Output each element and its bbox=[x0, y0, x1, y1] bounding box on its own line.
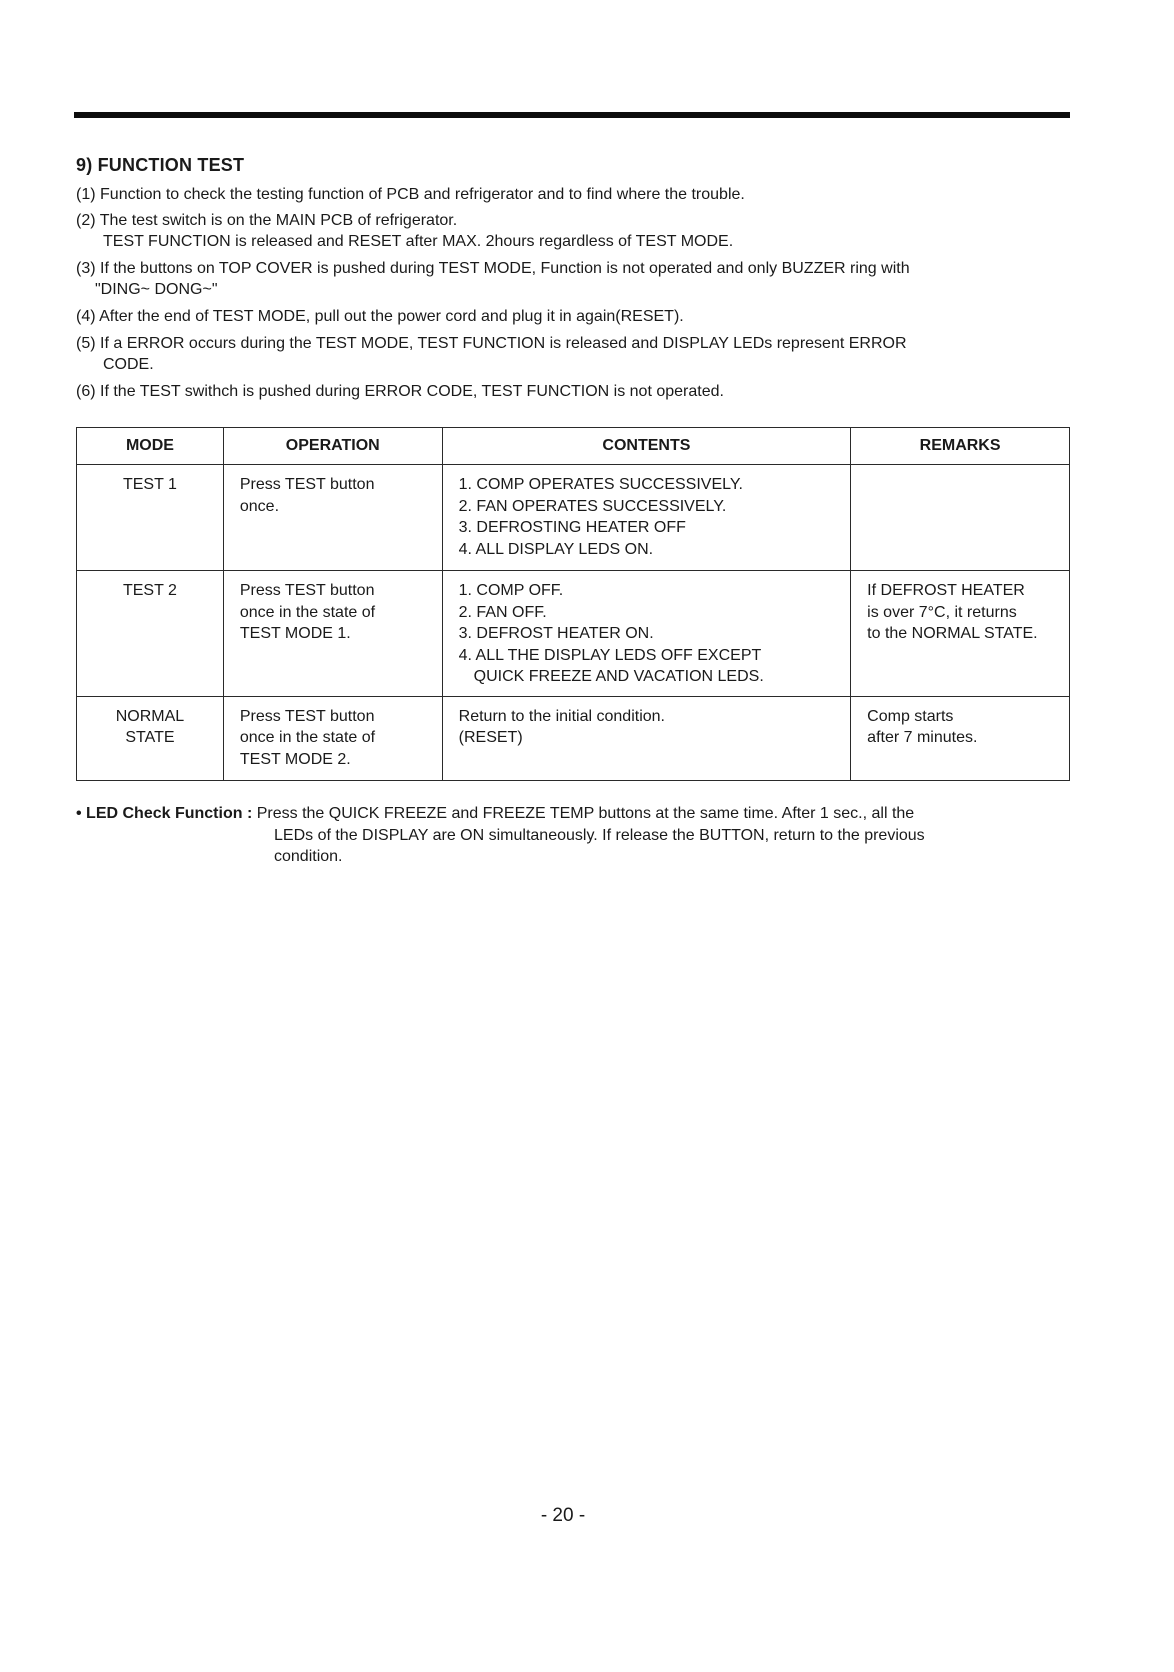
operation-line: Press TEST button bbox=[239, 582, 375, 599]
operation-line: once in the state of bbox=[239, 729, 376, 746]
header-operation: OPERATION bbox=[223, 428, 442, 465]
item-1 bbox=[76, 184, 1036, 205]
header-contents: CONTENTS bbox=[442, 428, 851, 465]
contents-line: (RESET) bbox=[458, 729, 523, 746]
item-text: Function to check the testing function of PCB and refrigerator and to find where the trouble. bbox=[100, 186, 745, 203]
item-text-continued: TEST FUNCTION is released and RESET after MAX. 2hours regardless of TEST MODE. bbox=[103, 233, 734, 250]
contents-line: Return to the initial condition. bbox=[458, 707, 665, 725]
operation-line: once in the state of bbox=[239, 603, 376, 621]
operation-line: TEST MODE 2. bbox=[239, 750, 351, 768]
remarks-line: to the NORMAL STATE. bbox=[867, 625, 1038, 642]
header-remarks: REMARKS bbox=[851, 428, 1070, 465]
contents-line: 2. FAN OFF. bbox=[458, 603, 547, 621]
cell-contents bbox=[442, 571, 851, 697]
item-5 bbox=[76, 333, 1036, 375]
cell-remarks bbox=[851, 571, 1070, 697]
cell-mode bbox=[77, 465, 224, 571]
operation-line: Press TEST button bbox=[239, 476, 375, 493]
item-number: (3) bbox=[76, 260, 96, 277]
table-header-row bbox=[77, 428, 1070, 465]
contents-line: 2. FAN OPERATES SUCCESSIVELY. bbox=[458, 497, 727, 515]
cell-operation bbox=[223, 696, 442, 780]
contents-line: 1. COMP OFF. bbox=[458, 582, 564, 599]
led-check-text-continued: condition. bbox=[274, 848, 343, 865]
mode-line: STATE bbox=[125, 729, 175, 746]
table-row-normal-state bbox=[77, 696, 1070, 780]
item-text: After the end of TEST MODE, pull out the power cord and plug it in again(RESET). bbox=[99, 308, 684, 325]
contents-line: 3. DEFROSTING HEATER OFF bbox=[458, 519, 686, 536]
cell-mode bbox=[77, 696, 224, 780]
item-number: (2) bbox=[76, 212, 96, 229]
remarks-line: is over 7°C, it returns bbox=[867, 603, 1017, 621]
top-rule bbox=[74, 112, 1070, 118]
item-3 bbox=[76, 258, 1036, 300]
table-row-test-2 bbox=[77, 571, 1070, 697]
led-check-label: • LED Check Function : bbox=[76, 805, 253, 822]
table-row-test-1 bbox=[77, 465, 1070, 571]
cell-contents bbox=[442, 696, 851, 780]
page-number: - 20 - bbox=[540, 1505, 586, 1526]
contents-line: 4. ALL THE DISPLAY LEDS OFF EXCEPT bbox=[458, 646, 762, 664]
item-text: If the TEST swithch is pushed during ERROR CODE, TEST FUNCTION is not operated. bbox=[100, 383, 724, 400]
mode-line: TEST 1 bbox=[122, 476, 177, 493]
item-2 bbox=[76, 210, 1036, 252]
function-test-table bbox=[76, 427, 1070, 781]
operation-line: Press TEST button bbox=[239, 707, 375, 725]
mode-line: NORMAL bbox=[115, 707, 185, 725]
remarks-line: after 7 minutes. bbox=[867, 729, 978, 746]
item-text: The test switch is on the MAIN PCB of refrigerator. bbox=[99, 212, 458, 229]
contents-line: QUICK FREEZE AND VACATION LEDS. bbox=[473, 668, 764, 685]
contents-line: 1. COMP OPERATES SUCCESSIVELY. bbox=[458, 476, 743, 493]
item-number: (4) bbox=[76, 308, 96, 325]
item-4 bbox=[76, 306, 1036, 327]
led-check-note bbox=[76, 803, 1036, 868]
item-number: (1) bbox=[76, 186, 96, 203]
remarks-line: Comp starts bbox=[867, 707, 954, 725]
cell-operation bbox=[223, 571, 442, 697]
operation-line: once. bbox=[239, 497, 280, 515]
item-number: (6) bbox=[76, 383, 96, 400]
contents-line: 4. ALL DISPLAY LEDS ON. bbox=[458, 540, 654, 558]
item-text-continued: CODE. bbox=[103, 356, 154, 373]
led-check-text-continued: LEDs of the DISPLAY are ON simultaneously. If release the BUTTON, return to the previous bbox=[274, 826, 925, 844]
cell-remarks bbox=[851, 465, 1070, 571]
operation-line: TEST MODE 1. bbox=[239, 625, 351, 642]
contents-line: 3. DEFROST HEATER ON. bbox=[458, 625, 654, 642]
mode-line: TEST 2 bbox=[122, 582, 177, 599]
item-text: If the buttons on TOP COVER is pushed during TEST MODE, Function is not operated and only BUZZER ring with bbox=[100, 260, 910, 277]
item-6 bbox=[76, 381, 1036, 402]
remarks-line: If DEFROST HEATER bbox=[867, 582, 1025, 599]
item-text-continued: "DING~ DONG~" bbox=[95, 281, 218, 298]
cell-remarks bbox=[851, 696, 1070, 780]
led-check-text: Press the QUICK FREEZE and FREEZE TEMP buttons at the same time. After 1 sec., all the bbox=[256, 805, 915, 822]
cell-mode bbox=[77, 571, 224, 697]
cell-contents bbox=[442, 465, 851, 571]
item-text: If a ERROR occurs during the TEST MODE, TEST FUNCTION is released and DISPLAY LEDs represent ERROR bbox=[100, 335, 907, 352]
cell-operation bbox=[223, 465, 442, 571]
header-mode: MODE bbox=[77, 428, 224, 465]
section-title: 9) FUNCTION TEST bbox=[76, 155, 245, 175]
item-number: (5) bbox=[76, 335, 96, 352]
